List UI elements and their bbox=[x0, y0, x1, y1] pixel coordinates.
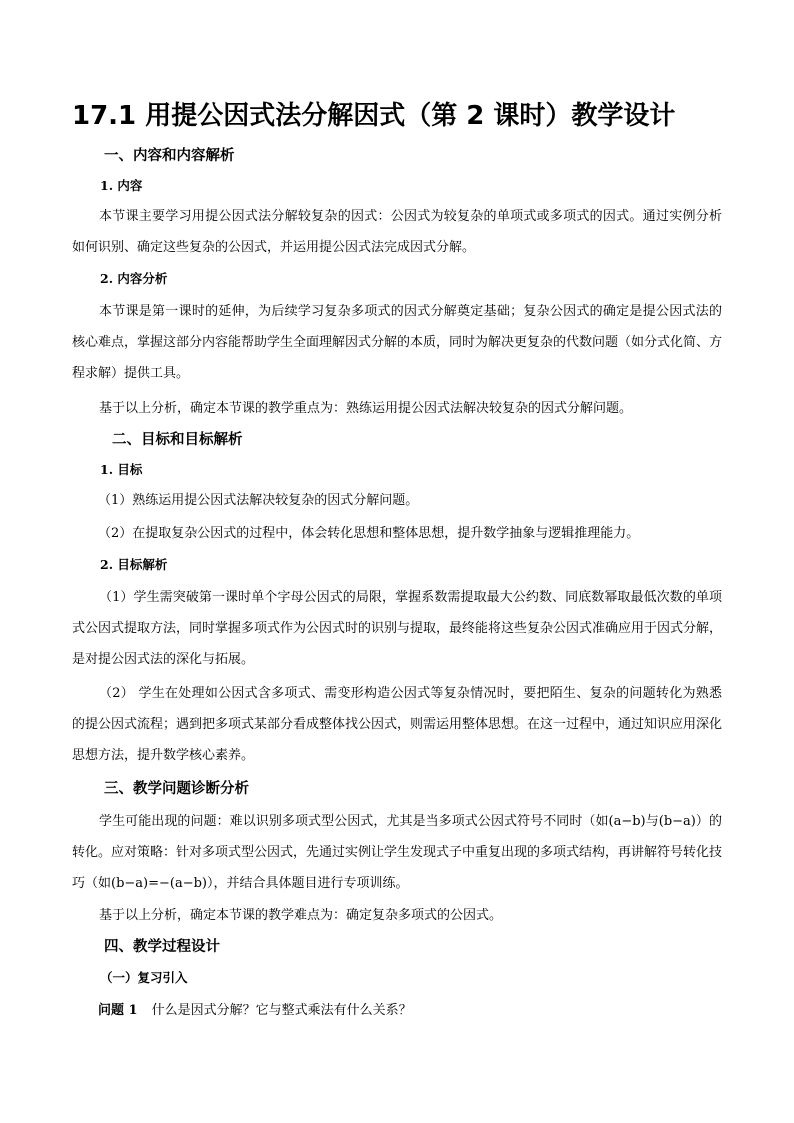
question-text: 什么是因式分解？它与整式乘法有什么关系？ bbox=[151, 1003, 412, 1018]
section-heading-diagnosis: 三、教学问题诊断分析 bbox=[104, 780, 249, 797]
section-heading-content: 一、内容和内容解析 bbox=[104, 147, 235, 164]
section-heading-process: 四、教学过程设计 bbox=[104, 938, 220, 955]
paragraph-key-point: 基于以上分析，确定本节课的教学重点为：熟练运用提公因式法解决较复杂的因式分解问题。 bbox=[99, 401, 633, 416]
paragraph-diagnosis: 学生可能出现的问题：难以识别多项式型公因式，尤其是当多项式公因式符号不同时（如(a−b)与(b−a)）的转化。应对策略：针对多项式型公因式，先通过实例让学生发现式子中重复出现的多项式结构，再讲解符号转化技巧（如(b−a)=−(a−b)），并结合具体题目进行专项训练。 bbox=[72, 814, 723, 891]
paragraph-goal-analysis-2: （2） 学生在处理如公因式含多项式、需变形构造公因式等复杂情况时，要把陌生、复杂的问题转化为熟悉的提公因式流程；遇到把多项式某部分看成整体找公因式，则需运用整体思想。在这一过程中，通过知识应用深化思想方法，提升数学核心素养。 bbox=[72, 686, 723, 763]
goal-item-1: （1）熟练运用提公因式法解决较复杂的因式分解问题。 bbox=[98, 493, 419, 508]
subheading-review: （一）复习引入 bbox=[100, 970, 188, 985]
subheading-goals: 1. 目标 bbox=[100, 462, 143, 477]
section-heading-goals: 二、目标和目标解析 bbox=[112, 431, 243, 448]
question-line bbox=[98, 1000, 412, 1022]
paragraph-content: 本节课主要学习用提公因式法分解较复杂的因式：公因式为较复杂的单项式或多项式的因式。通过实例分析如何识别、确定这些复杂的公因式，并运用提公因式法完成因式分解。 bbox=[72, 209, 722, 255]
paragraph-difficulty: 基于以上分析，确定本节课的教学难点为：确定复杂多项式的公因式。 bbox=[99, 908, 503, 923]
paragraph-content-analysis: 本节课是第一课时的延伸，为后续学习复杂多项式的因式分解奠定基础；复杂公因式的确定是提公因式法的核心难点，掌握这部分内容能帮助学生全面理解因式分解的本质，同时为解决更复杂的代数问题（如分式化简、方程求解）提供工具。 bbox=[72, 304, 723, 381]
subheading-content: 1. 内容 bbox=[100, 178, 143, 193]
document-title: 17.1 用提公因式法分解因式（第 2 课时）教学设计 bbox=[72, 101, 676, 131]
question-label: 问题 1 bbox=[98, 1003, 138, 1018]
subheading-content-analysis: 2. 内容分析 bbox=[100, 271, 168, 286]
goal-item-2: （2）在提取复杂公因式的过程中，体会转化思想和整体思想，提升数学抽象与逻辑推理能力。 bbox=[98, 526, 640, 541]
subheading-goal-analysis: 2. 目标解析 bbox=[100, 557, 168, 572]
paragraph-goal-analysis-1: （1）学生需突破第一课时单个字母公因式的局限，掌握系数需提取最大公约数、同底数幂取最低次数的单项式公因式提取方法，同时掌握多项式作为公因式时的识别与提取，最终能将这些复杂公因式准确应用于因式分解，是对提公因式法的深化与拓展。 bbox=[72, 590, 723, 667]
